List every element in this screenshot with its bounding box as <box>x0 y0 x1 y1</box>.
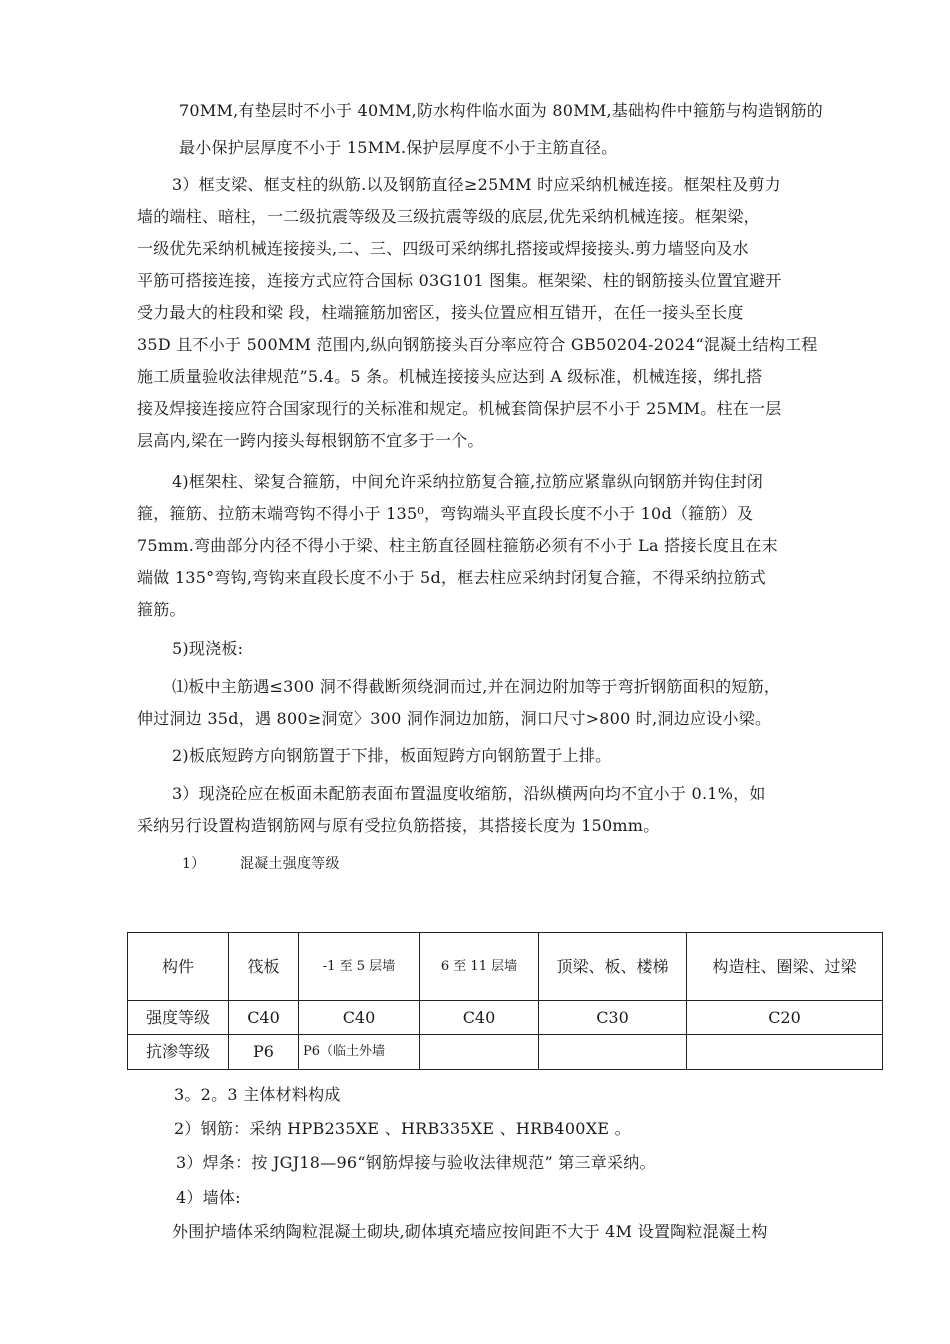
paragraph-line: 3）框支梁、框支柱的纵筋.以及钢筋直径≥25MM 时应采纳机械连接。框架柱及剪力 <box>172 175 781 194</box>
paragraph-line: 4)框架柱、梁复合箍筋，中间允许采纳拉筋复合箍,拉筋应紧靠纵向钢筋并钩住封闭 <box>172 472 764 491</box>
paragraph-line: 70MM,有垫层时不小于 40MM,防水构件临水面为 80MM,基础构件中箍筋与构造钢筋的 <box>179 101 824 120</box>
table-cell: C20 <box>687 1001 883 1035</box>
table-cell <box>539 1035 687 1070</box>
paragraph-line: 采纳另行设置构造钢筋网与原有受拉负筋搭接，其搭接长度为 150mm。 <box>137 816 660 835</box>
table-cell: C40 <box>420 1001 539 1035</box>
table-header-cell: 顶梁、板、楼梯 <box>539 933 687 1001</box>
table-header-cell: 6 至 11 层墙 <box>420 933 539 1001</box>
paragraph-line: 35D 且不小于 500MM 范围内,纵向钢筋接头百分率应符合 GB50204-2024“混凝土结构工程 <box>137 335 818 354</box>
paragraph-line: 最小保护层厚度不小于 15MM.保护层厚度不小于主筋直径。 <box>179 138 618 157</box>
paragraph-line: 3）现浇砼应在板面未配筋表面布置温度收缩筋，沿纵横两向均不宜小于 0.1%，如 <box>172 784 766 803</box>
table-header-cell: -1 至 5 层墙 <box>299 933 420 1001</box>
table-row <box>128 1035 883 1070</box>
paragraph-line: 2）钢筋：采纳 HPB235XE 、HRB335XE 、HRB400XE 。 <box>174 1119 631 1138</box>
table-caption-title: 混凝土强度等级 <box>240 856 340 872</box>
table-header-cell: 构造柱、圈梁、过梁 <box>687 933 883 1001</box>
paragraph-line: 伸过洞边 35d，遇 800≥洞宽〉300 洞作洞边加筋，洞口尺寸>800 时,洞边应设小梁。 <box>137 709 772 728</box>
table-caption-number: 1） <box>182 856 206 872</box>
table-row <box>128 1001 883 1035</box>
section-heading: 3。2。3 主体材料构成 <box>174 1085 341 1104</box>
paragraph-line: 一级优先采纳机械连接接头,二、三、四级可采纳绑扎搭接或焊接接头.剪力墙竖向及水 <box>137 239 749 258</box>
table-cell: C40 <box>299 1001 420 1035</box>
paragraph-line: 箍筋。 <box>137 600 186 619</box>
paragraph-line: 接及焊接连接应符合国家现行的关标准和规定。机械套筒保护层不小于 25MM。柱在一层 <box>137 399 782 418</box>
paragraph-line: 端做 135°弯钩,弯钩来直段长度不小于 5d，框去柱应采纳封闭复合箍，不得采纳拉筋式 <box>137 568 766 587</box>
table-header-cell: 构件 <box>128 933 229 1001</box>
table-cell: P6 <box>229 1035 299 1070</box>
concrete-grade-table <box>127 932 883 1070</box>
paragraph-line: 层高内,梁在一跨内接头每根钢筋不宜多于一个。 <box>137 431 484 450</box>
table-header-row <box>128 933 883 1001</box>
paragraph-line: 墙的端柱、暗柱，一二级抗震等级及三级抗震等级的底层,优先采纳机械连接。框架梁， <box>137 207 760 226</box>
paragraph-line: 2)板底短跨方向钢筋置于下排，板面短跨方向钢筋置于上排。 <box>172 746 612 765</box>
table-cell: 强度等级 <box>128 1001 229 1035</box>
paragraph-line: ⑴板中主筋遇≤300 洞不得截断须绕洞而过,并在洞边附加等于弯折钢筋面积的短筋， <box>172 677 781 696</box>
table-cell <box>420 1035 539 1070</box>
paragraph-line: 受力最大的柱段和梁 段，柱端箍筋加密区，接头位置应相互错开，在任一接头至长度 <box>137 303 744 322</box>
table-cell: P6（临土外墙 <box>299 1035 420 1070</box>
paragraph-line: 平筋可搭接连接，连接方式应符合国标 03G101 图集。框架梁、柱的钢筋接头位置宜避开 <box>137 271 782 290</box>
paragraph-line: 施工质量验收法律规范”5.4。5 条。机械连接接头应达到 A 级标准，机械连接，绑扎搭 <box>137 367 763 386</box>
paragraph-line: 4）墙体: <box>176 1188 241 1207</box>
paragraph-line: 5)现浇板: <box>172 639 244 658</box>
table-cell: C30 <box>539 1001 687 1035</box>
paragraph-line: 75mm.弯曲部分内径不得小于梁、柱主筋直径圆柱箍筋必须有不小于 La 搭接长度且在末 <box>137 536 778 555</box>
table-cell <box>687 1035 883 1070</box>
paragraph-line: 箍，箍筋、拉筋末端弯钩不得小于 135⁰，弯钩端头平直段长度不小于 10d（箍筋）及 <box>137 504 754 523</box>
paragraph-line: 外围护墙体采纳陶粒混凝土砌块,砌体填充墙应按间距不大于 4M 设置陶粒混凝土构 <box>172 1222 768 1241</box>
table-cell: C40 <box>229 1001 299 1035</box>
table-cell: 抗渗等级 <box>128 1035 229 1070</box>
paragraph-line: 3）焊条：按 JGJ18—96“钢筋焊接与验收法律规范” 第三章采纳。 <box>176 1153 656 1172</box>
table-header-cell: 筏板 <box>229 933 299 1001</box>
